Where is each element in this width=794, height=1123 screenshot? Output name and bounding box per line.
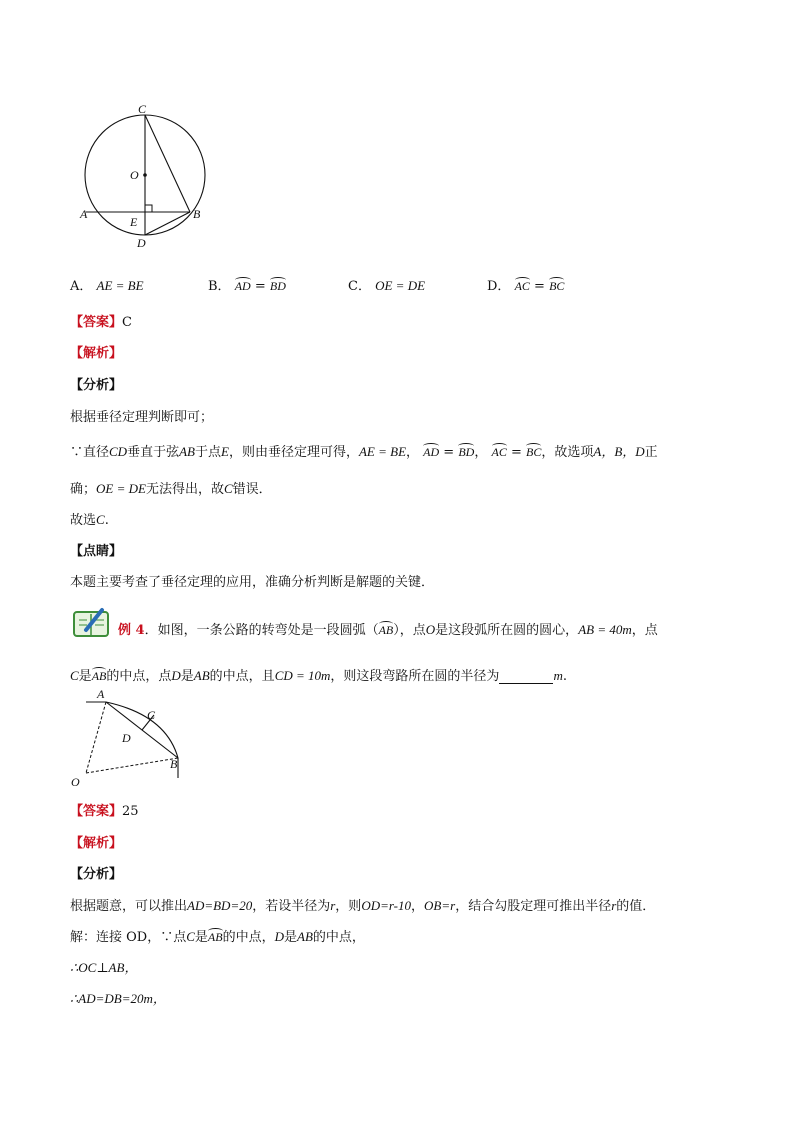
ex4-fenxi-heading: 【分析】 (70, 867, 123, 882)
dianjing-heading: 【点睛】 (70, 544, 123, 559)
ex4-analysis-line-4: ∴AD=DB=20m， (70, 991, 166, 1006)
example-4-line-1: 例 4．如图，一条公路的转弯处是一段圆弧（AB），点O是这段弧所在圆的圆心，AB = 40m，点 (118, 622, 658, 638)
analysis-line-4: 故选C. (70, 512, 109, 528)
ex4-analysis-line-3: ∴OC⊥AB， (70, 960, 138, 975)
example-4-line-2: C是AB的中点，点D是AB的中点，且CD = 10m，则这段弯路所在圆的半径为 m. (70, 668, 567, 684)
label-d: D (122, 731, 131, 745)
label-a: A (97, 687, 105, 701)
ex4-jiexi-heading: 【解析】 (70, 836, 123, 851)
label-a: A (80, 207, 88, 221)
fenxi-heading: 【分析】 (70, 378, 123, 393)
answer-blank (499, 671, 553, 684)
analysis-line-2: ∵直径CD垂直于弦AB于点E，则由垂径定理可得，AE = BE， AD = BD， AC = BC，故选项A，B，D正 (70, 444, 658, 460)
segment-db (145, 212, 190, 235)
ex4-answer-row: 【答案】25 (70, 804, 139, 819)
analysis-line-1: 根据垂径定理判断即可； (70, 410, 214, 425)
answer-row: 【答案】C (70, 315, 132, 330)
option-d: D． AC = BC (487, 279, 565, 294)
ex4-analysis-line-2: 解：连接 OD，∵点C是AB的中点，D是AB的中点， (70, 929, 365, 945)
option-a: A． AE = BE (70, 278, 144, 294)
label-d: D (137, 236, 146, 250)
radius-ob (86, 758, 178, 773)
label-c: C (147, 708, 156, 722)
circle-figure (78, 100, 213, 250)
center-dot (143, 173, 147, 177)
example-badge: 例 4 (118, 623, 145, 638)
label-c: C (138, 102, 147, 116)
notebook-pencil-icon (72, 606, 118, 640)
label-o: O (71, 775, 80, 789)
ex4-analysis-line-1: 根据题意，可以推出AD=BD=20，若设半径为r，则OD=r-10，OB=r，结合勾股定理可推出半径r的值． (70, 898, 656, 914)
label-e: E (130, 215, 138, 229)
dianjing-text: 本题主要考查了垂径定理的应用，准确分析判断是解题的关键． (70, 575, 435, 590)
label-b: B (193, 207, 201, 221)
option-b: B． AD = BD (208, 279, 286, 294)
option-c: C． OE = DE (348, 278, 426, 294)
label-b: B (170, 757, 178, 771)
analysis-line-3: 确；OE = DE无法得出，故C错误． (70, 481, 272, 497)
segment-cb (145, 115, 190, 212)
radius-oa (86, 702, 106, 773)
arc-road-figure (66, 685, 186, 790)
label-o: O (130, 168, 139, 182)
jiexi-heading: 【解析】 (70, 346, 123, 361)
right-angle-mark (145, 205, 152, 212)
